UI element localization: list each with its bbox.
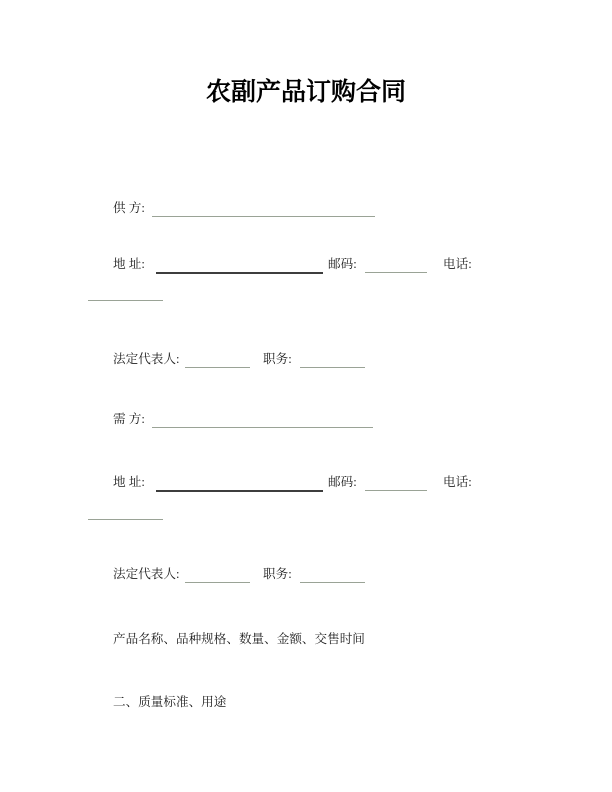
supplier-phone-label: 电话: (443, 257, 472, 271)
supplier-address-label: 地 址: (113, 257, 145, 271)
supplier-position-label: 职务: (263, 352, 292, 366)
buyer-phone-blank[interactable] (88, 519, 163, 520)
supplier-phone-blank[interactable] (88, 300, 163, 301)
buyer-legal-rep-label: 法定代表人: (113, 567, 180, 581)
supplier-address-blank[interactable] (156, 272, 323, 274)
buyer-party-label: 需 方: (113, 412, 145, 426)
buyer-address-blank[interactable] (156, 490, 323, 492)
supplier-legal-rep-blank[interactable] (185, 367, 250, 368)
supplier-position-blank[interactable] (300, 367, 365, 368)
supplier-legal-rep-label: 法定代表人: (113, 352, 180, 366)
products-section-heading: 产品名称、品种规格、数量、金额、交售时间 (113, 632, 365, 646)
supplier-name-blank[interactable] (152, 216, 375, 217)
buyer-position-label: 职务: (263, 567, 292, 581)
buyer-address-label: 地 址: (113, 475, 145, 489)
supplier-party-label: 供 方: (113, 201, 145, 215)
buyer-position-blank[interactable] (300, 582, 365, 583)
quality-section-heading: 二、质量标准、用途 (113, 695, 227, 709)
buyer-postcode-blank[interactable] (365, 490, 427, 491)
buyer-postcode-label: 邮码: (328, 475, 357, 489)
document-title: 农副产品订购合同 (205, 79, 406, 106)
buyer-phone-label: 电话: (443, 475, 472, 489)
supplier-postcode-label: 邮码: (328, 257, 357, 271)
buyer-name-blank[interactable] (152, 427, 373, 428)
supplier-postcode-blank[interactable] (365, 272, 427, 273)
buyer-legal-rep-blank[interactable] (185, 582, 250, 583)
